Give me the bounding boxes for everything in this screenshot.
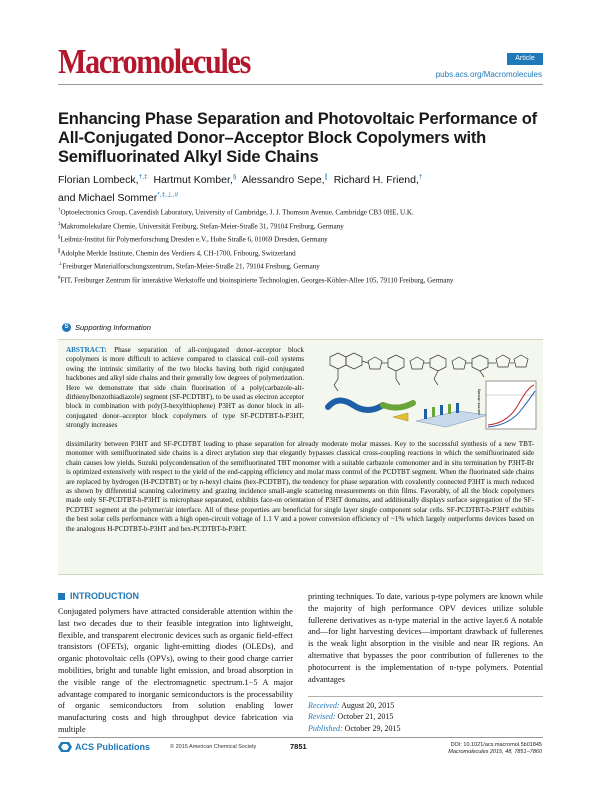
- article-type-badge: Article: [507, 53, 543, 65]
- publication-dates: [308, 696, 543, 734]
- author[interactable]: and Michael Sommer*,‡,⊥,#: [58, 191, 179, 204]
- footer-divider: [58, 737, 543, 738]
- affiliations: [58, 206, 543, 287]
- author[interactable]: Richard H. Friend,†: [333, 173, 423, 186]
- polymer-chain-graphic: [328, 400, 413, 410]
- article-title: Enhancing Phase Separation and Photovoltaic Performance of All-Conjugated Donor–Acceptor Block Copolymers with Semifluorinated Alkyl Side Chains: [58, 110, 537, 166]
- author[interactable]: Hartmut Komber,§: [153, 173, 237, 186]
- jv-curve-plot: [486, 381, 536, 429]
- introduction-column-1: Conjugated polymers have attracted considerable attention within the last two decades due to their feasible integration into lightweight, flexible, and transparent electronic devices such as organic field-effect transistors (OFETs), organic light-emitting diodes (OLEDs), and organic photovoltaic cells (OPVs), owing to their good charge carrier mobilities, bright and tunable light emission, and broad absorption in the visible range of the electromagnetic spectrum.1−5 A major advantage compared to inorganic semiconductors is the processability of organic semiconductors from solution enabling lower manufacturing costs and high throughput device fabrication via multiple: [58, 607, 293, 734]
- page-number: 7851: [290, 742, 307, 751]
- affiliation: #FIT, Freiburger Zentrum für interaktive Werkstoffe und bioinspirierte Technologien, Georges-Köhler-Allee 105, 79110 Freiburg, Germany: [58, 275, 454, 285]
- supporting-info-icon: S: [62, 323, 71, 332]
- date-published: Published: October 29, 2015: [308, 723, 401, 733]
- author[interactable]: Alessandro Sepe,∥: [241, 173, 328, 186]
- date-received: Received: August 20, 2015: [308, 701, 395, 710]
- affiliation: §Leibniz-Institut für Polymerforschung Dresden e.V., Hohe Straße 6, 01069 Dresden, Germany: [58, 235, 328, 244]
- doi-citation[interactable]: DOI: 10.1021/acs.macromol.5b01845 Macromolecules 2015, 48, 7851−7860: [448, 742, 542, 755]
- supporting-information-link[interactable]: S Supporting Information: [62, 323, 151, 332]
- introduction-heading: INTRODUCTION: [58, 591, 139, 601]
- section-square-icon: [58, 593, 65, 600]
- affiliation: †Optoelectronics Group, Cavendish Laboratory, University of Cambridge, J. J. Thomson Avenue, Cambridge CB3 0HE, U.K.: [58, 208, 414, 217]
- acs-hexagon-icon: [58, 741, 72, 753]
- journal-url[interactable]: pubs.acs.org/Macromolecules: [435, 70, 542, 79]
- author-list: [58, 169, 543, 206]
- acs-publications-logo[interactable]: ACS Publications: [58, 741, 150, 753]
- jv-axis-label: current density: [476, 388, 481, 415]
- abstract-text-top: ABSTRACT: Phase separation of all-conjugated donor–acceptor block copolymers is more difficult to achieve compared to classical coil–coil systems owing the intrinsic similarity of the two blocks having both rigid conjugated backbones and alkyl side chains and their generally low degrees of polymerization. Here we demonstrate that side chain fluorination of a poly(carbazole-alt-dithienylbenzothiadiazole) segment (SF-PCDTBT), to be used as electron acceptor block in combination with poly(3-hexylthiophene) P3HT as donor block in all-conjugated donor–acceptor block copolymers of type SF-PCDTBT-b-P3HT, strongly increases: [66, 346, 304, 430]
- journal-logo: Macromolecules: [58, 42, 251, 81]
- abstract-label: ABSTRACT:: [66, 346, 107, 354]
- affiliation: ‡Makromolekulare Chemie, Universität Freiburg, Stefan-Meier-Straße 31, 79104 Freiburg, Germany: [58, 221, 344, 230]
- affiliation: ∥Adolphe Merkle Institute, Chemin des Verdiers 4, CH-1700, Fribourg, Switzerland: [58, 248, 296, 257]
- copyright: © 2015 American Chemical Society: [170, 744, 257, 750]
- date-revised: Revised: October 21, 2015: [308, 712, 394, 722]
- affiliation: ⊥Freiburger Materialforschungszentrum, Stefan-Meier-Straße 21, 79104 Freiburg, Germany: [58, 262, 320, 271]
- author[interactable]: Florian Lombeck,†,‡: [58, 173, 148, 186]
- abstract-text-bottom: dissimilarity between P3HT and SF-PCDTBT leading to phase separation for already moderate molar masses. Key to the successful synthesis of a new TBT-monomer with semifluorinated side chains is a direct arylation step that elegantly bypasses classical cross-coupling reactions in which the semifluorinated side chain causes low yields. Suzuki polycondensation of the semifluorinated TBT monomer with a suitable carbazole comonomer and in situ termination by P3HT-Br is optimized extensively with respect to the yield of the end-capping efficiency and molar mass control of the PCDTBT segment. When the fluorinated side chains are replaced by hydrogen (H-PCDTBT) or by n-hexyl chains (hex-PCDTBT), the tendency for phase separation with covalently connected P3HT is much reduced as shown by differential scanning calorimetry and grazing incidence small-angle scattering measurements on thin films. Favorably, of all the block copolymers made only SF-PCDTBT-b-P3HT is microphase separated, exhibits face-on orientation of P3HT domains, and additionally displays surface segregation of the SF-PCDTBT segment at the polymer/air interface. All of these properties are beneficial for single layer single component solar cells. SF-PCDTBT-b-P3HT exhibits the best solar cells performance with a high open-circuit voltage of 1.1 V and a power conversion efficiency of ~1% which largely outperforms devices based on the analogous H-PCDTBT-b-P3HT and hex-PCDTBT-b-P3HT.: [66, 440, 534, 533]
- header-divider: [58, 84, 543, 85]
- introduction-column-2: printing techniques. To date, various p-type polymers are known while the majority of high performance OPV devices utilize soluble fullerene derivatives as n-type material in the active layer.6 A notable and—for light harvesting devices—important drawback of fullerenes is the weak light absorption in the visible and near IR regions. An alternative that bypasses the poor contribution of fullerenes to the photocurrent is the implementation of n-type polymers. Potential advantages: [308, 592, 543, 684]
- toc-graphic: [308, 345, 540, 442]
